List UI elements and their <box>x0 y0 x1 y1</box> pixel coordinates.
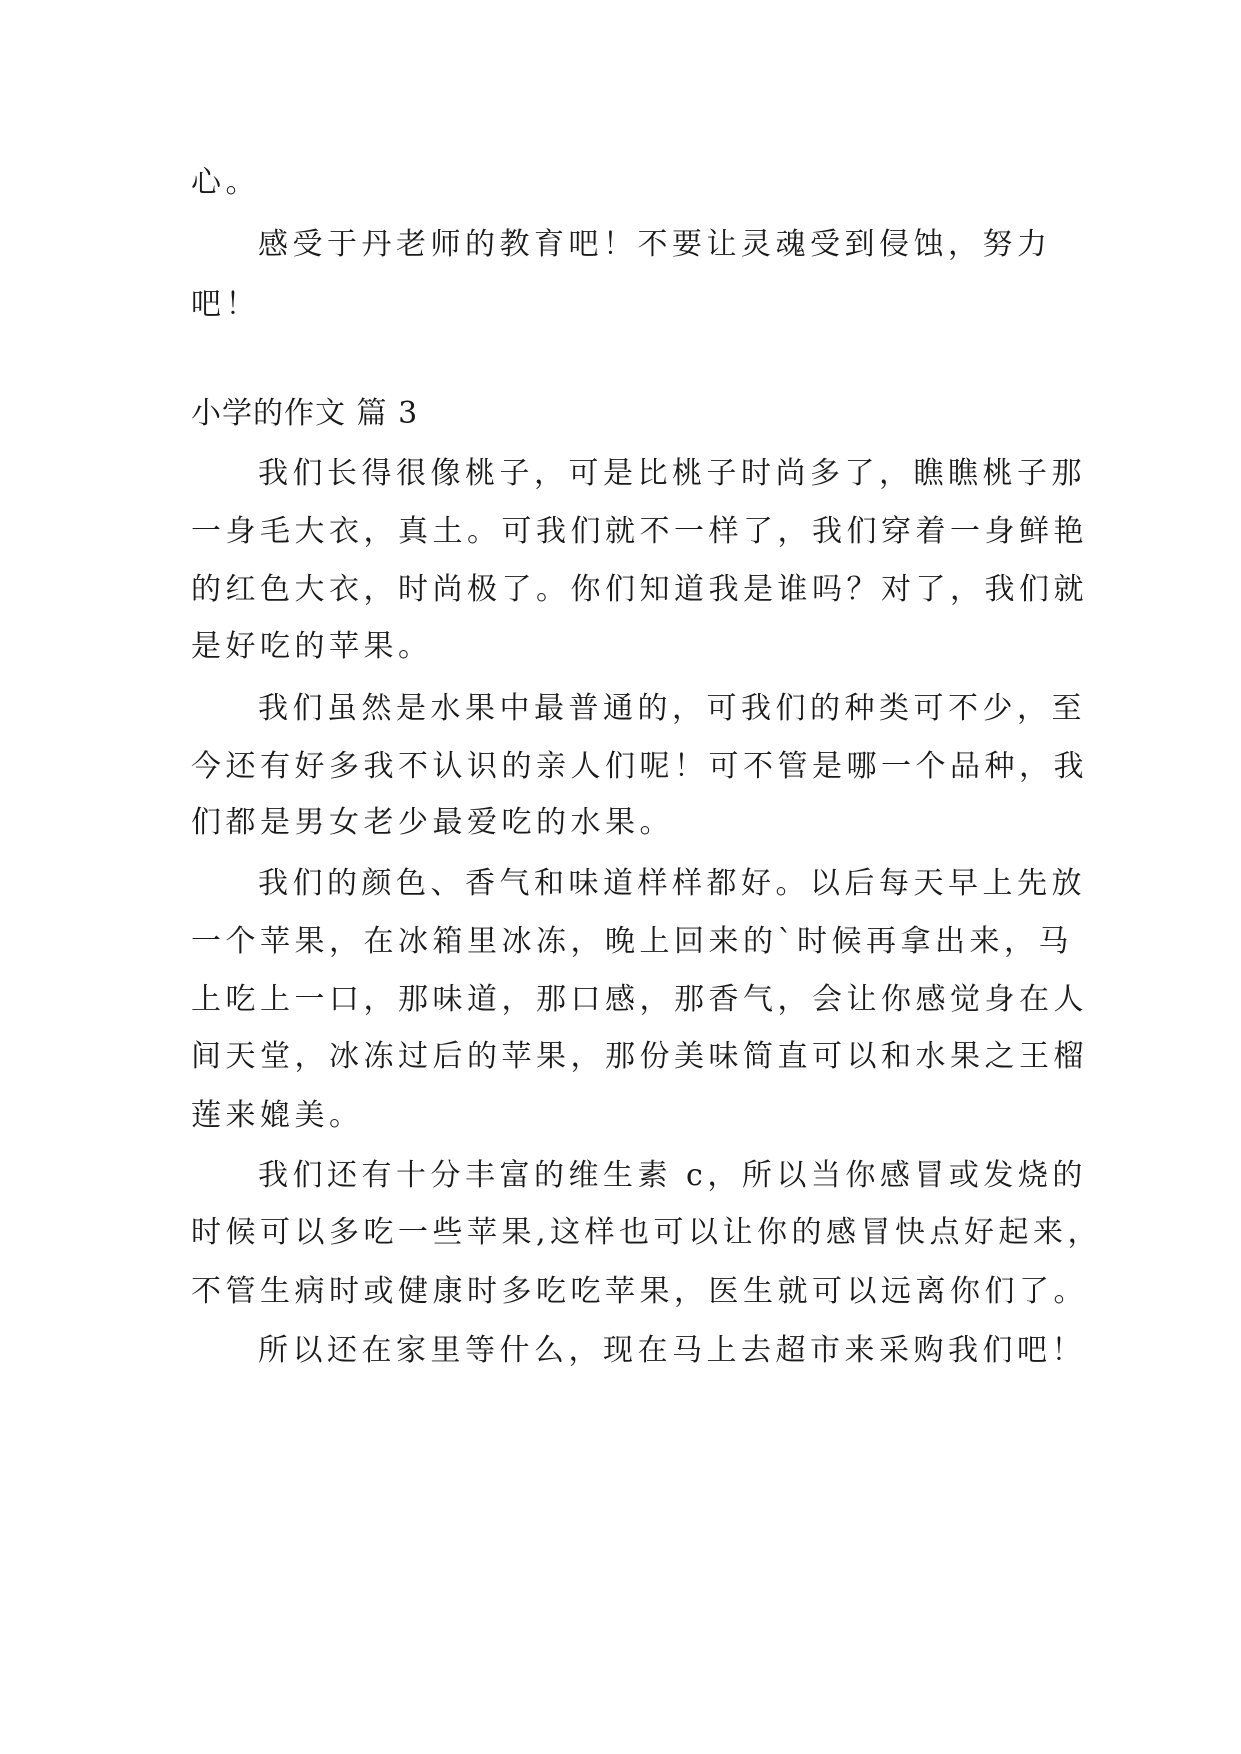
paragraph-line: 我们虽然是水果中最普通的，可我们的种类可不少，至 <box>258 691 1086 726</box>
section-heading: 小学的作文 篇 3 <box>191 396 419 431</box>
paragraph-line: 今还有好多我不认识的亲人们呢！可不管是哪一个品种，我 <box>191 749 1088 784</box>
paragraph-line: 上吃上一口，那味道，那口感，那香气，会让你感觉身在人 <box>191 982 1088 1017</box>
paragraph-line: 我们长得很像桃子，可是比桃子时尚多了，瞧瞧桃子那 <box>258 456 1086 491</box>
paragraph-line: 间天堂，冰冻过后的苹果，那份美味简直可以和水果之王榴 <box>191 1039 1088 1074</box>
paragraph-line: 心。 <box>191 165 260 200</box>
paragraph-line: 是好吃的苹果。 <box>191 629 433 664</box>
paragraph-line: 们都是男女老少最爱吃的水果。 <box>191 805 674 840</box>
paragraph-line: 我们的颜色、香气和味道样样都好。以后每天早上先放 <box>258 866 1086 901</box>
paragraph-line: 所以还在家里等什么，现在马上去超市来采购我们吧！ <box>258 1333 1086 1368</box>
paragraph-line: 不管生病时或健康时多吃吃苹果，医生就可以远离你们了。 <box>191 1274 1088 1309</box>
paragraph-line: 莲来媲美。 <box>191 1098 364 1133</box>
paragraph-line: 吧！ <box>191 287 260 322</box>
paragraph-line: 的红色大衣，时尚极了。你们知道我是谁吗？对了，我们就 <box>191 572 1088 607</box>
paragraph-line: 我们还有十分丰富的维生素 c，所以当你感冒或发烧的 <box>258 1158 1087 1193</box>
paragraph-line: 时候可以多吃一些苹果,这样也可以让你的感冒快点好起来， <box>191 1215 1103 1250</box>
paragraph-line: 一个苹果，在冰箱里冰冻，晚上回来的`时候再拿出来，马 <box>191 924 1073 959</box>
paragraph-line: 感受于丹老师的教育吧！不要让灵魂受到侵蚀，努力 <box>258 227 1052 262</box>
paragraph-line: 一身毛大衣，真土。可我们就不一样了，我们穿着一身鲜艳 <box>191 514 1088 549</box>
